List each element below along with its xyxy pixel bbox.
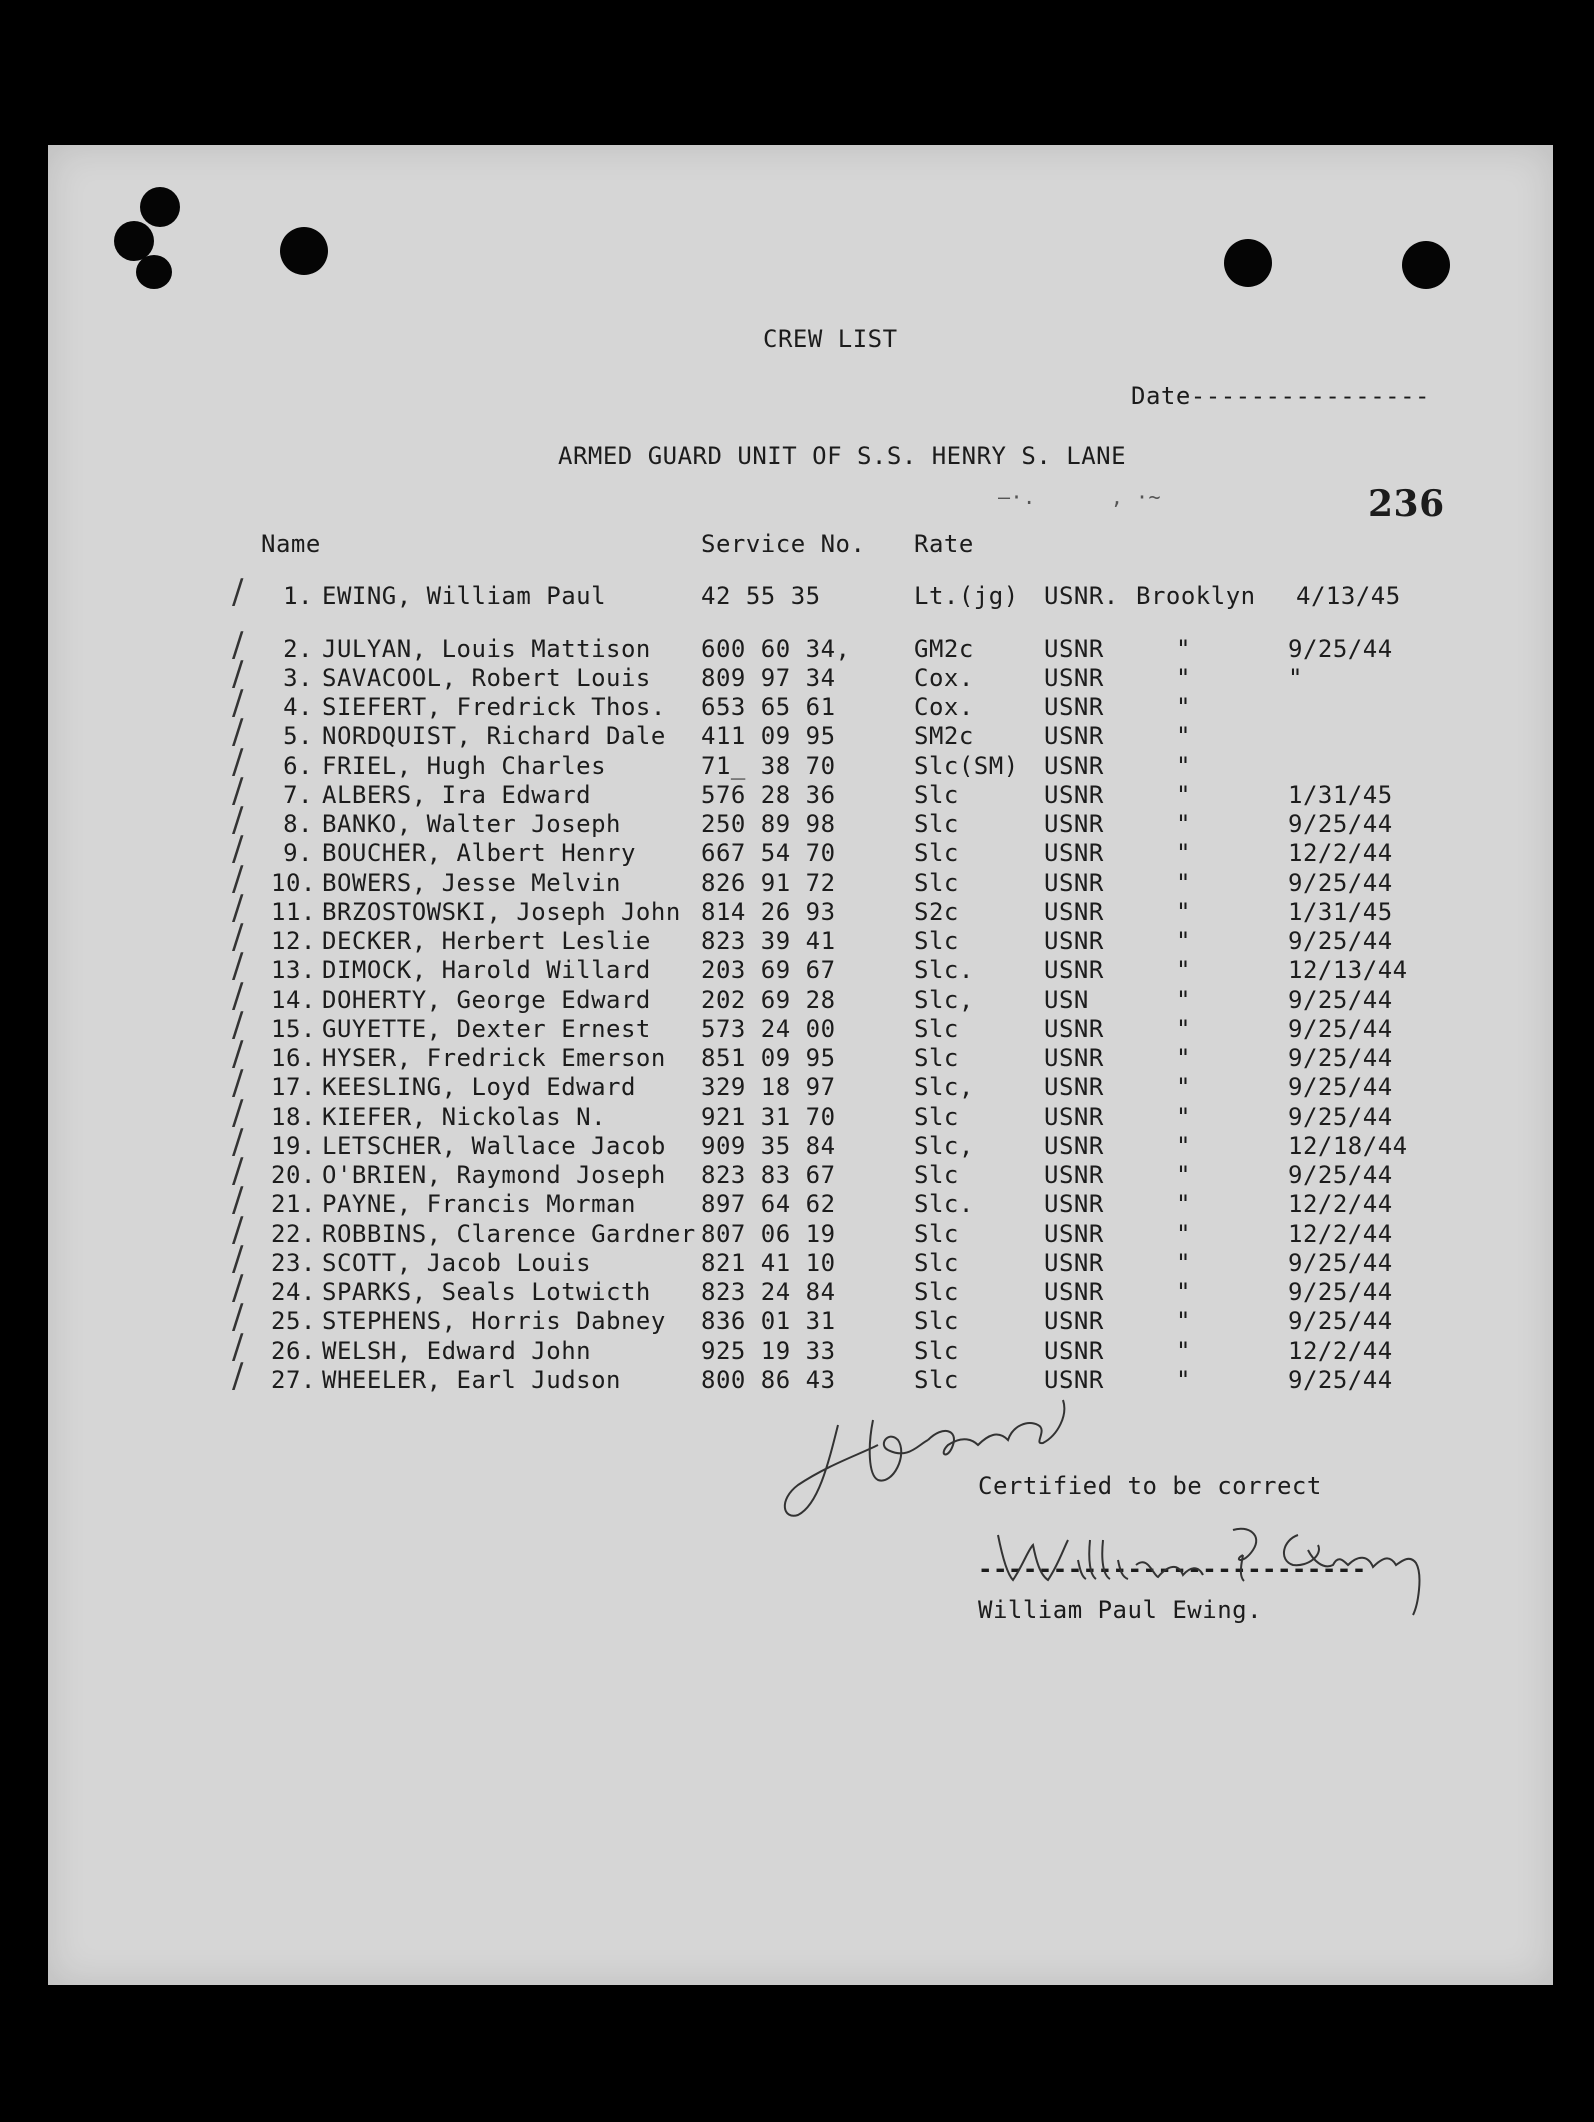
place: "	[1176, 1015, 1191, 1043]
place: "	[1176, 752, 1191, 780]
row-number: 11.	[271, 898, 316, 926]
check-mark: /	[232, 976, 244, 1016]
check-mark: /	[232, 829, 244, 869]
service-number: 329 18 97	[701, 1073, 836, 1101]
discharge-date: 4/13/45	[1296, 582, 1401, 610]
discharge-date: 9/25/44	[1288, 869, 1393, 897]
row-number: 20.	[271, 1161, 316, 1189]
stray-marks: —·. , ·~	[998, 485, 1162, 509]
place: "	[1176, 898, 1191, 926]
crew-name: BANKO, Walter Joseph	[322, 810, 621, 838]
discharge-date: 9/25/44	[1288, 1278, 1393, 1306]
branch: USNR	[1044, 1220, 1104, 1248]
place: "	[1176, 986, 1191, 1014]
check-mark: /	[232, 1210, 244, 1250]
service-number: 202 69 28	[701, 986, 836, 1014]
discharge-date: 12/2/44	[1288, 1337, 1393, 1365]
discharge-date: 1/31/45	[1288, 781, 1393, 809]
discharge-date: 9/25/44	[1288, 986, 1393, 1014]
row-number: 25.	[271, 1307, 316, 1335]
branch: USNR	[1044, 781, 1104, 809]
discharge-date: 9/25/44	[1288, 1249, 1393, 1277]
rating: SM2c	[914, 722, 974, 750]
discharge-date: 12/13/44	[1288, 956, 1408, 984]
rating: Slc,	[914, 986, 974, 1014]
row-number: 1.	[283, 582, 313, 610]
discharge-date: 12/2/44	[1288, 1190, 1393, 1218]
row-number: 24.	[271, 1278, 316, 1306]
crew-name: ALBERS, Ira Edward	[322, 781, 592, 809]
branch: USN	[1044, 986, 1089, 1014]
check-mark: /	[232, 1093, 244, 1133]
place: "	[1176, 869, 1191, 897]
branch: USNR	[1044, 1337, 1104, 1365]
rating: Slc	[914, 1103, 959, 1131]
discharge-date: 9/25/44	[1288, 1044, 1393, 1072]
page-number: 236	[1368, 483, 1445, 525]
branch: USNR	[1044, 1103, 1104, 1131]
check-mark: /	[232, 572, 244, 612]
rating: Slc	[914, 1044, 959, 1072]
place: "	[1176, 839, 1191, 867]
place: "	[1176, 1307, 1191, 1335]
branch: USNR	[1044, 693, 1104, 721]
punch-hole	[140, 187, 180, 227]
check-mark: /	[232, 1180, 244, 1220]
check-mark: /	[232, 888, 244, 928]
place: "	[1176, 1073, 1191, 1101]
row-number: 12.	[271, 927, 316, 955]
signer-name: William Paul Ewing.	[978, 1596, 1263, 1624]
crew-name: BRZOSTOWSKI, Joseph John	[322, 898, 681, 926]
place: "	[1176, 635, 1191, 663]
service-number: 411 09 95	[701, 722, 836, 750]
row-number: 17.	[271, 1073, 316, 1101]
service-number: 653 65 61	[701, 693, 836, 721]
service-number: 573 24 00	[701, 1015, 836, 1043]
check-mark: /	[232, 771, 244, 811]
row-number: 5.	[283, 722, 313, 750]
crew-name: WHEELER, Earl Judson	[322, 1366, 621, 1394]
rating: Cox.	[914, 693, 974, 721]
service-number: 823 83 67	[701, 1161, 836, 1189]
place: "	[1176, 664, 1191, 692]
place: "	[1176, 956, 1191, 984]
place: "	[1176, 781, 1191, 809]
place: "	[1176, 927, 1191, 955]
discharge-date: 9/25/44	[1288, 1015, 1393, 1043]
row-number: 2.	[283, 635, 313, 663]
branch: USNR	[1044, 869, 1104, 897]
branch: USNR	[1044, 927, 1104, 955]
branch: USNR	[1044, 1307, 1104, 1335]
check-mark: /	[232, 917, 244, 957]
place: "	[1176, 1161, 1191, 1189]
row-number: 8.	[283, 810, 313, 838]
rating: Slc	[914, 1015, 959, 1043]
place: "	[1176, 1337, 1191, 1365]
place: "	[1176, 1278, 1191, 1306]
branch: USNR	[1044, 1366, 1104, 1394]
rating: Slc	[914, 1307, 959, 1335]
rating: Slc	[914, 1161, 959, 1189]
crew-name: JULYAN, Louis Mattison	[322, 635, 651, 663]
place: "	[1176, 1044, 1191, 1072]
crew-name: EWING, William Paul	[322, 582, 607, 610]
branch: USNR	[1044, 664, 1104, 692]
handwritten-initials	[778, 1385, 1108, 1535]
discharge-date: 9/25/44	[1288, 635, 1393, 663]
row-number: 9.	[283, 839, 313, 867]
rating: Lt.(jg)	[914, 582, 1019, 610]
branch: USNR	[1044, 1073, 1104, 1101]
discharge-date: 9/25/44	[1288, 1366, 1393, 1394]
crew-name: DECKER, Herbert Leslie	[322, 927, 651, 955]
check-mark: /	[232, 1297, 244, 1337]
punch-hole	[1402, 241, 1450, 289]
service-number: 800 86 43	[701, 1366, 836, 1394]
branch: USNR	[1044, 1190, 1104, 1218]
service-number: 71_ 38 70	[701, 752, 836, 780]
branch: USNR	[1044, 1161, 1104, 1189]
crew-name: DOHERTY, George Edward	[322, 986, 651, 1014]
row-number: 10.	[271, 869, 316, 897]
punch-hole	[280, 227, 328, 275]
service-number: 909 35 84	[701, 1132, 836, 1160]
row-number: 14.	[271, 986, 316, 1014]
check-mark: /	[232, 625, 244, 665]
discharge-date: 12/2/44	[1288, 1220, 1393, 1248]
date-field: Date----------------	[1131, 382, 1430, 410]
crew-name: BOWERS, Jesse Melvin	[322, 869, 621, 897]
place: "	[1176, 722, 1191, 750]
crew-name: LETSCHER, Wallace Jacob	[322, 1132, 666, 1160]
rating: S2c	[914, 898, 959, 926]
discharge-date: 9/25/44	[1288, 1307, 1393, 1335]
discharge-date: 9/25/44	[1288, 1103, 1393, 1131]
branch: USNR	[1044, 635, 1104, 663]
row-number: 23.	[271, 1249, 316, 1277]
discharge-date: 12/18/44	[1288, 1132, 1408, 1160]
rating: Slc	[914, 1337, 959, 1365]
check-mark: /	[232, 1063, 244, 1103]
service-number: 203 69 67	[701, 956, 836, 984]
rating: Cox.	[914, 664, 974, 692]
crew-name: SAVACOOL, Robert Louis	[322, 664, 651, 692]
branch: USNR	[1044, 1249, 1104, 1277]
rating: Slc	[914, 839, 959, 867]
crew-name: SPARKS, Seals Lotwicth	[322, 1278, 651, 1306]
rating: Slc.	[914, 1190, 974, 1218]
place: "	[1176, 810, 1191, 838]
branch: USNR	[1044, 1044, 1104, 1072]
crew-name: KIEFER, Nickolas N.	[322, 1103, 607, 1131]
check-mark: /	[232, 1151, 244, 1191]
crew-name: BOUCHER, Albert Henry	[322, 839, 636, 867]
crew-name: SIEFERT, Fredrick Thos.	[322, 693, 666, 721]
discharge-date: 9/25/44	[1288, 1073, 1393, 1101]
place: Brooklyn	[1136, 582, 1256, 610]
document-page	[48, 145, 1553, 1985]
service-number: 42 55 35	[701, 582, 821, 610]
check-mark: /	[232, 1239, 244, 1279]
row-number: 21.	[271, 1190, 316, 1218]
service-number: 807 06 19	[701, 1220, 836, 1248]
branch: USNR	[1044, 810, 1104, 838]
header-service-no: Service No.	[701, 530, 866, 558]
check-mark: /	[232, 1005, 244, 1045]
rating: Slc	[914, 1220, 959, 1248]
service-number: 851 09 95	[701, 1044, 836, 1072]
place: "	[1176, 693, 1191, 721]
service-number: 576 28 36	[701, 781, 836, 809]
header-rate: Rate	[914, 530, 974, 558]
check-mark: /	[232, 1356, 244, 1396]
place: "	[1176, 1132, 1191, 1160]
branch: USNR	[1044, 839, 1104, 867]
punch-hole	[136, 255, 172, 289]
row-number: 16.	[271, 1044, 316, 1072]
check-mark: /	[232, 859, 244, 899]
service-number: 836 01 31	[701, 1307, 836, 1335]
check-mark: /	[232, 683, 244, 723]
discharge-date: 9/25/44	[1288, 927, 1393, 955]
punch-hole	[1224, 239, 1272, 287]
rating: Slc	[914, 1366, 959, 1394]
discharge-date: 9/25/44	[1288, 1161, 1393, 1189]
signature-line: --------------------------	[978, 1555, 1367, 1583]
crew-name: O'BRIEN, Raymond Joseph	[322, 1161, 666, 1189]
rating: Slc	[914, 869, 959, 897]
row-number: 26.	[271, 1337, 316, 1365]
crew-name: PAYNE, Francis Morman	[322, 1190, 636, 1218]
row-number: 3.	[283, 664, 313, 692]
branch: USNR	[1044, 956, 1104, 984]
check-mark: /	[232, 712, 244, 752]
rating: Slc.	[914, 956, 974, 984]
row-number: 27.	[271, 1366, 316, 1394]
place: "	[1176, 1366, 1191, 1394]
service-number: 925 19 33	[701, 1337, 836, 1365]
branch: USNR	[1044, 1132, 1104, 1160]
row-number: 22.	[271, 1220, 316, 1248]
crew-name: WELSH, Edward John	[322, 1337, 592, 1365]
service-number: 814 26 93	[701, 898, 836, 926]
service-number: 823 39 41	[701, 927, 836, 955]
check-mark: /	[232, 1327, 244, 1367]
rating: Slc(SM)	[914, 752, 1019, 780]
place: "	[1176, 1220, 1191, 1248]
row-number: 4.	[283, 693, 313, 721]
row-number: 19.	[271, 1132, 316, 1160]
service-number: 823 24 84	[701, 1278, 836, 1306]
branch: USNR	[1044, 898, 1104, 926]
discharge-date: 9/25/44	[1288, 810, 1393, 838]
handwritten-signature	[978, 1515, 1498, 1625]
rating: Slc	[914, 1278, 959, 1306]
rating: Slc	[914, 810, 959, 838]
header-name: Name	[261, 530, 321, 558]
row-number: 13.	[271, 956, 316, 984]
crew-name: FRIEL, Hugh Charles	[322, 752, 607, 780]
row-number: 7.	[283, 781, 313, 809]
rating: Slc,	[914, 1073, 974, 1101]
check-mark: /	[232, 742, 244, 782]
discharge-date: "	[1288, 664, 1303, 692]
document-title: CREW LIST	[763, 325, 898, 353]
service-number: 897 64 62	[701, 1190, 836, 1218]
crew-name: HYSER, Fredrick Emerson	[322, 1044, 666, 1072]
row-number: 15.	[271, 1015, 316, 1043]
place: "	[1176, 1249, 1191, 1277]
discharge-date: 12/2/44	[1288, 839, 1393, 867]
crew-name: GUYETTE, Dexter Ernest	[322, 1015, 651, 1043]
check-mark: /	[232, 1268, 244, 1308]
crew-name: NORDQUIST, Richard Dale	[322, 722, 666, 750]
certified-label: Certified to be correct	[978, 1472, 1322, 1500]
service-number: 826 91 72	[701, 869, 836, 897]
check-mark: /	[232, 1034, 244, 1074]
branch: USNR	[1044, 722, 1104, 750]
branch: USNR.	[1044, 582, 1119, 610]
check-mark: /	[232, 1122, 244, 1162]
service-number: 667 54 70	[701, 839, 836, 867]
unit-heading: ARMED GUARD UNIT OF S.S. HENRY S. LANE	[558, 442, 1127, 470]
check-mark: /	[232, 946, 244, 986]
crew-name: KEESLING, Loyd Edward	[322, 1073, 636, 1101]
branch: USNR	[1044, 1278, 1104, 1306]
service-number: 250 89 98	[701, 810, 836, 838]
rating: Slc	[914, 781, 959, 809]
rating: Slc,	[914, 1132, 974, 1160]
check-mark: /	[232, 800, 244, 840]
discharge-date: 1/31/45	[1288, 898, 1393, 926]
crew-name: ROBBINS, Clarence Gardner	[322, 1220, 696, 1248]
row-number: 6.	[283, 752, 313, 780]
crew-name: STEPHENS, Horris Dabney	[322, 1307, 666, 1335]
rating: Slc	[914, 1249, 959, 1277]
service-number: 600 60 34,	[701, 635, 851, 663]
rating: Slc	[914, 927, 959, 955]
branch: USNR	[1044, 1015, 1104, 1043]
place: "	[1176, 1190, 1191, 1218]
branch: USNR	[1044, 752, 1104, 780]
service-number: 921 31 70	[701, 1103, 836, 1131]
row-number: 18.	[271, 1103, 316, 1131]
crew-name: SCOTT, Jacob Louis	[322, 1249, 592, 1277]
service-number: 821 41 10	[701, 1249, 836, 1277]
rating: GM2c	[914, 635, 974, 663]
crew-name: DIMOCK, Harold Willard	[322, 956, 651, 984]
check-mark: /	[232, 654, 244, 694]
place: "	[1176, 1103, 1191, 1131]
service-number: 809 97 34	[701, 664, 836, 692]
